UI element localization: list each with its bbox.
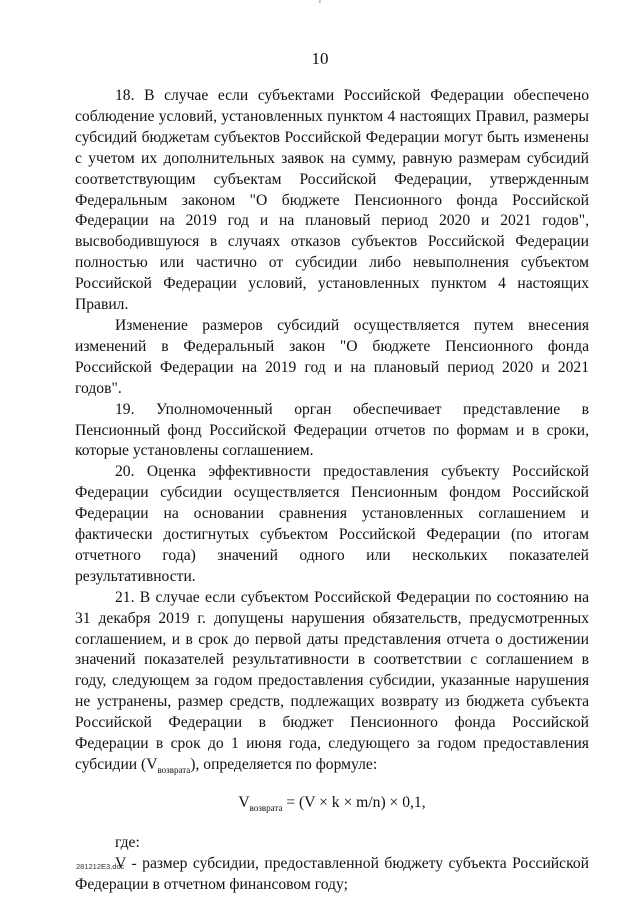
paragraph-21 xyxy=(75,588,589,781)
paragraph-21-text: 21. В случае если субъектом Российской Федерации по состоянию на 31 декабря 2019 г. допущены нарушения обязательств, предусмотренных соглашением, и в срок до первой даты представления отчета о достижении значений показателей результативности в соответствии с соглашением в году, следующем за годом предоставления субсидии, указанные нарушения не устранены, размер средств, подлежащих возврату из бюджета субъекта Российской Федерации в бюджет Пенсионного фонда Российской Федерации в срок до 1 июня года, следующего за годом предоставления субсидии (V xyxy=(75,588,589,773)
paragraph-18-continued: Изменение размеров субсидий осуществляется путем внесения изменений в Федеральный закон "О бюджете Пенсионного фонда Российской Федерации на 2019 год и на плановый период 2020 и 2021 годов". xyxy=(75,316,589,397)
formula-rhs: = (V × k × m/n) × 0,1, xyxy=(282,794,426,812)
paragraph-19: 19. Уполномоченный орган обеспечивает представление в Пенсионный фонд Российской Федерации отчетов по формам и в сроки, которые установлены соглашением. xyxy=(75,400,589,460)
page-number: 10 xyxy=(311,49,329,68)
paragraph-18: 18. В случае если субъектами Российской Федерации обеспечено соблюдение условий, установленных пунктом 4 настоящих Правил, размеры субсидий бюджетам субъектов Российской Федерации могут быть изменены с учетом их дополнительных заявок на сумму, равную размерам субсидий соответствующим субъектам Российской Федерации, утвержденным Федеральным законом "О бюджете Пенсионного фонда Российской Федерации на 2019 год и на плановый период 2020 и 2021 годов", высвободившуюся в случаях отказов субъектов Российской Федерации полностью или частично от субсидии либо невыполнения субъектом Российской Федерации условий, установленных пунктом 4 настоящих Правил. xyxy=(75,87,589,314)
document-body xyxy=(75,86,589,896)
v-definition: V - размер субсидии, предоставленной бюджету субъекта Российской Федерации в отчетном финансовом году; xyxy=(75,854,589,893)
top-mark: ' xyxy=(318,0,322,11)
formula-lhs-subscript: возврата xyxy=(249,803,283,814)
where-label: где: xyxy=(115,834,140,852)
paragraph-20: 20. Оценка эффективности предоставления субъекту Российской Федерации субсидии осуществляется Пенсионным фондом Российской Федерации на основании сравнения установленных соглашением и фактически достигнутых субъектом Российской Федерации (по итогам отчетного года) значений одного или нескольких показателей результативности. xyxy=(75,463,589,585)
document-footer-id: 281212E3.doc xyxy=(76,862,125,871)
formula xyxy=(75,793,589,819)
formula-lhs: V xyxy=(238,794,250,812)
paragraph-21-subscript: возврата xyxy=(157,765,191,776)
paragraph-21-end: ), определяется по формуле: xyxy=(190,756,378,773)
